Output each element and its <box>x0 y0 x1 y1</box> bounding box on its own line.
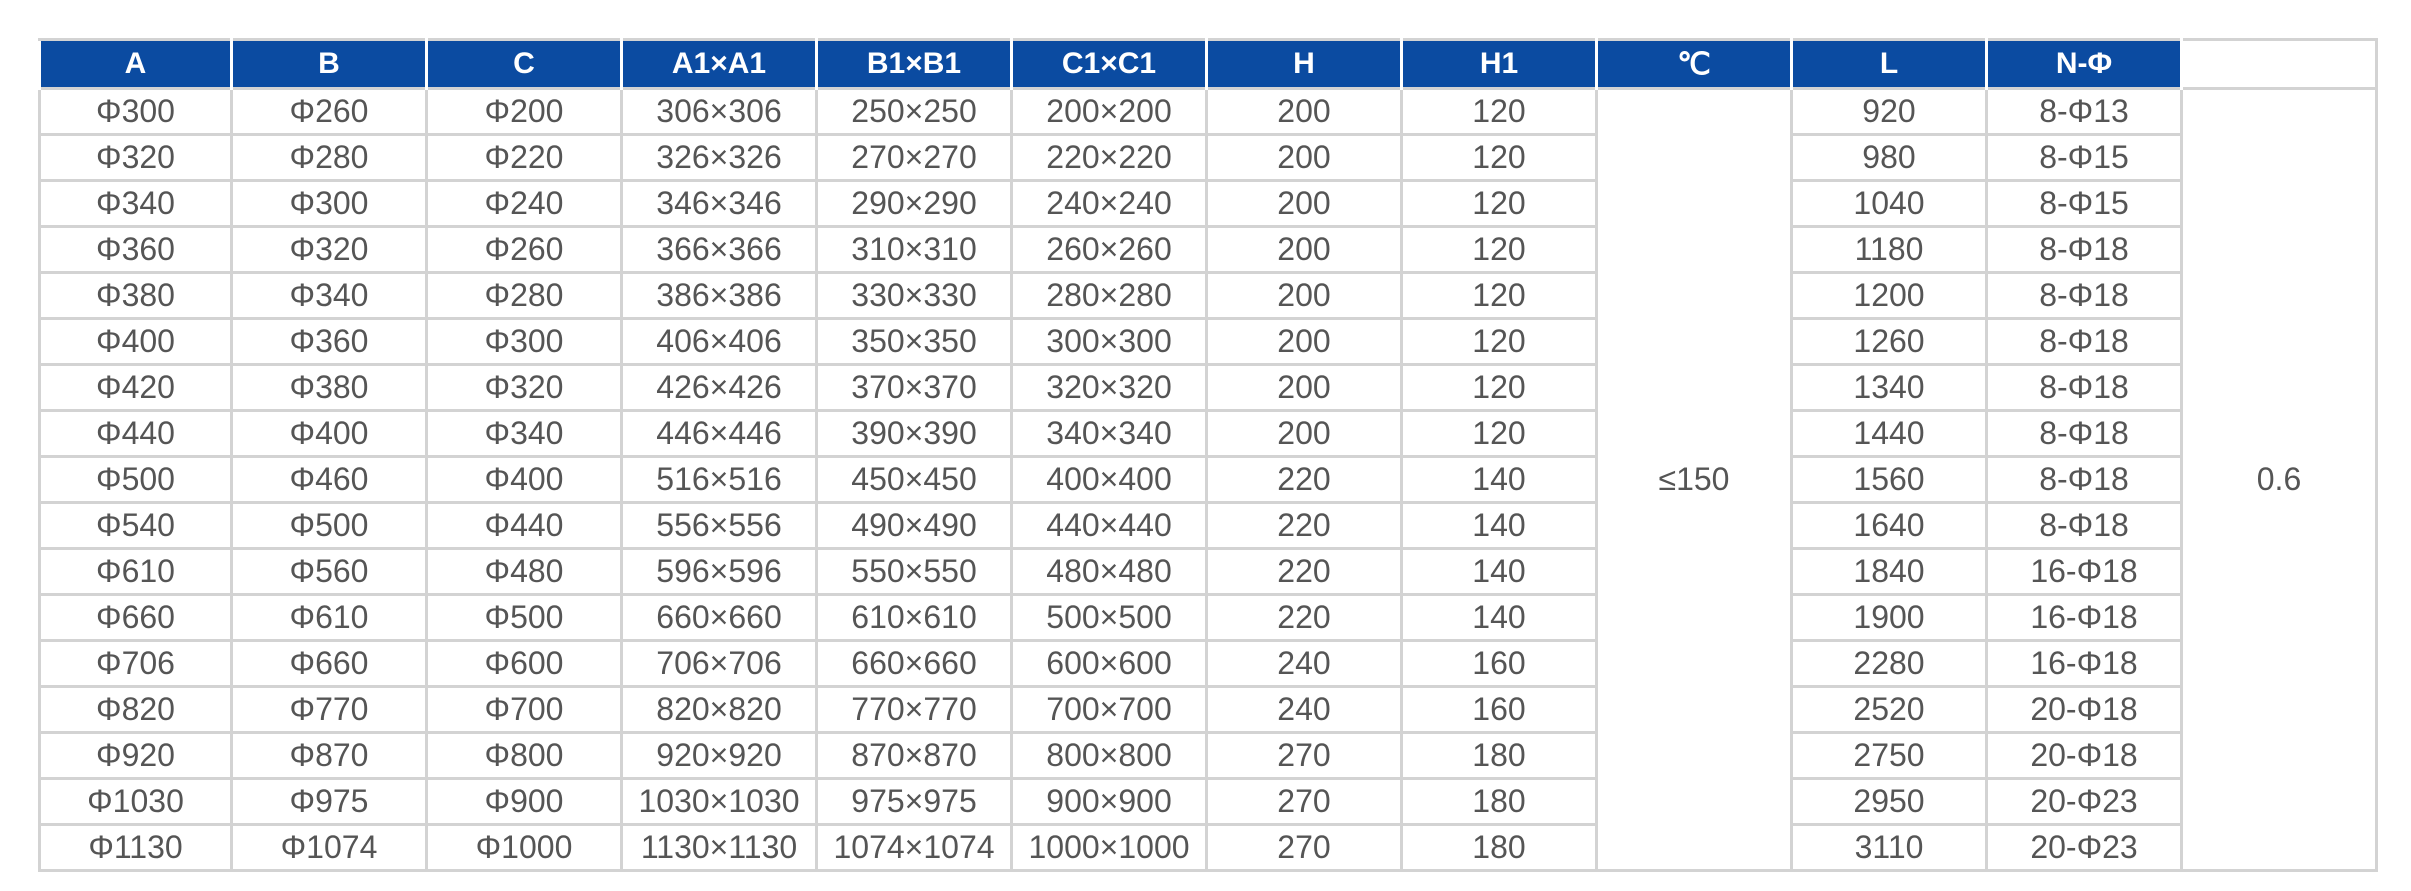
cell-n-phi: 20-Φ18 <box>1987 733 2182 779</box>
table-row <box>40 227 2377 273</box>
cell-a1: 406×406 <box>622 319 817 365</box>
cell-a1: 596×596 <box>622 549 817 595</box>
cell-c: Φ440 <box>427 503 622 549</box>
cell-n-phi: 8-Φ18 <box>1987 503 2182 549</box>
cell-h1: 160 <box>1402 641 1597 687</box>
cell-c1: 440×440 <box>1012 503 1207 549</box>
cell-n-phi: 16-Φ18 <box>1987 595 2182 641</box>
cell-n-phi: 8-Φ13 <box>1987 89 2182 135</box>
header-cell-b: B <box>232 40 427 89</box>
cell-h1: 140 <box>1402 549 1597 595</box>
table-row <box>40 503 2377 549</box>
cell-c1: 1000×1000 <box>1012 825 1207 871</box>
header-cell-b1: B1×B1 <box>817 40 1012 89</box>
cell-c: Φ800 <box>427 733 622 779</box>
cell-h: 270 <box>1207 825 1402 871</box>
cell-b: Φ360 <box>232 319 427 365</box>
cell-l: 920 <box>1792 89 1987 135</box>
table-row <box>40 89 2377 135</box>
cell-c: Φ500 <box>427 595 622 641</box>
cell-h: 240 <box>1207 687 1402 733</box>
header-cell-a1: A1×A1 <box>622 40 817 89</box>
cell-b: Φ500 <box>232 503 427 549</box>
cell-b1: 770×770 <box>817 687 1012 733</box>
cell-c: Φ1000 <box>427 825 622 871</box>
cell-l: 980 <box>1792 135 1987 181</box>
cell-c: Φ320 <box>427 365 622 411</box>
cell-b: Φ560 <box>232 549 427 595</box>
cell-h1: 180 <box>1402 733 1597 779</box>
cell-b1: 550×550 <box>817 549 1012 595</box>
cell-l: 1900 <box>1792 595 1987 641</box>
cell-b1: 370×370 <box>817 365 1012 411</box>
table-row <box>40 411 2377 457</box>
cell-a1: 820×820 <box>622 687 817 733</box>
cell-l: 1440 <box>1792 411 1987 457</box>
cell-a1: 1130×1130 <box>622 825 817 871</box>
cell-l: 1040 <box>1792 181 1987 227</box>
cell-h: 220 <box>1207 595 1402 641</box>
cell-a: Φ540 <box>40 503 232 549</box>
header-cell-n-phi: N-Φ <box>1987 40 2182 89</box>
cell-h: 200 <box>1207 411 1402 457</box>
cell-a: Φ340 <box>40 181 232 227</box>
header-cell-l: L <box>1792 40 1987 89</box>
table-row <box>40 641 2377 687</box>
cell-c1: 240×240 <box>1012 181 1207 227</box>
cell-a1: 346×346 <box>622 181 817 227</box>
cell-h: 200 <box>1207 181 1402 227</box>
table-row <box>40 457 2377 503</box>
cell-c: Φ260 <box>427 227 622 273</box>
cell-a: Φ820 <box>40 687 232 733</box>
cell-h: 220 <box>1207 549 1402 595</box>
cell-a1: 306×306 <box>622 89 817 135</box>
header-cell-a: A <box>40 40 232 89</box>
cell-l: 1340 <box>1792 365 1987 411</box>
cell-h: 270 <box>1207 733 1402 779</box>
cell-c: Φ200 <box>427 89 622 135</box>
cell-a1: 326×326 <box>622 135 817 181</box>
cell-a: Φ440 <box>40 411 232 457</box>
cell-l: 2520 <box>1792 687 1987 733</box>
cell-h: 200 <box>1207 273 1402 319</box>
cell-h1: 180 <box>1402 779 1597 825</box>
cell-c1: 260×260 <box>1012 227 1207 273</box>
cell-b1: 610×610 <box>817 595 1012 641</box>
cell-h: 200 <box>1207 319 1402 365</box>
cell-a: Φ610 <box>40 549 232 595</box>
cell-l: 2750 <box>1792 733 1987 779</box>
cell-c1: 600×600 <box>1012 641 1207 687</box>
cell-b1: 660×660 <box>817 641 1012 687</box>
cell-c1: 300×300 <box>1012 319 1207 365</box>
cell-l: 1560 <box>1792 457 1987 503</box>
cell-b1: 330×330 <box>817 273 1012 319</box>
cell-l: 1640 <box>1792 503 1987 549</box>
header-cell-c: C <box>427 40 622 89</box>
cell-n-phi: 8-Φ18 <box>1987 411 2182 457</box>
cell-b: Φ770 <box>232 687 427 733</box>
cell-b: Φ610 <box>232 595 427 641</box>
cell-c: Φ900 <box>427 779 622 825</box>
table-row <box>40 365 2377 411</box>
cell-b1: 310×310 <box>817 227 1012 273</box>
cell-b: Φ1074 <box>232 825 427 871</box>
cell-l: 3110 <box>1792 825 1987 871</box>
cell-h: 220 <box>1207 503 1402 549</box>
cell-h: 240 <box>1207 641 1402 687</box>
cell-a: Φ500 <box>40 457 232 503</box>
cell-b1: 270×270 <box>817 135 1012 181</box>
cell-c1: 340×340 <box>1012 411 1207 457</box>
header-cell-h: H <box>1207 40 1402 89</box>
table-row <box>40 549 2377 595</box>
cell-b: Φ260 <box>232 89 427 135</box>
cell-h: 200 <box>1207 135 1402 181</box>
cell-c1: 500×500 <box>1012 595 1207 641</box>
table-body <box>40 89 2377 871</box>
spec-table <box>38 38 2378 872</box>
pressure-cell: 0.6 <box>2182 89 2377 871</box>
cell-n-phi: 8-Φ18 <box>1987 319 2182 365</box>
cell-l: 1840 <box>1792 549 1987 595</box>
cell-l: 1200 <box>1792 273 1987 319</box>
header-cell-h1: H1 <box>1402 40 1597 89</box>
spec-table-container <box>38 38 2378 872</box>
header-cell-temperature: ℃ <box>1597 40 1792 89</box>
cell-c: Φ300 <box>427 319 622 365</box>
cell-a1: 366×366 <box>622 227 817 273</box>
table-row <box>40 595 2377 641</box>
cell-b: Φ320 <box>232 227 427 273</box>
cell-c1: 280×280 <box>1012 273 1207 319</box>
cell-h1: 120 <box>1402 365 1597 411</box>
cell-n-phi: 8-Φ18 <box>1987 227 2182 273</box>
cell-a1: 426×426 <box>622 365 817 411</box>
cell-a: Φ360 <box>40 227 232 273</box>
cell-b: Φ660 <box>232 641 427 687</box>
cell-h: 200 <box>1207 365 1402 411</box>
cell-a1: 660×660 <box>622 595 817 641</box>
cell-h1: 180 <box>1402 825 1597 871</box>
cell-a1: 920×920 <box>622 733 817 779</box>
cell-b1: 350×350 <box>817 319 1012 365</box>
table-row <box>40 779 2377 825</box>
cell-l: 1180 <box>1792 227 1987 273</box>
cell-a1: 556×556 <box>622 503 817 549</box>
cell-b1: 870×870 <box>817 733 1012 779</box>
cell-h: 220 <box>1207 457 1402 503</box>
cell-a1: 446×446 <box>622 411 817 457</box>
cell-a: Φ300 <box>40 89 232 135</box>
table-row <box>40 135 2377 181</box>
cell-b: Φ400 <box>232 411 427 457</box>
cell-c1: 480×480 <box>1012 549 1207 595</box>
cell-h1: 120 <box>1402 319 1597 365</box>
table-row <box>40 181 2377 227</box>
cell-c: Φ220 <box>427 135 622 181</box>
cell-b1: 250×250 <box>817 89 1012 135</box>
cell-h1: 120 <box>1402 135 1597 181</box>
cell-h1: 120 <box>1402 227 1597 273</box>
cell-l: 1260 <box>1792 319 1987 365</box>
cell-n-phi: 8-Φ15 <box>1987 135 2182 181</box>
cell-b1: 490×490 <box>817 503 1012 549</box>
cell-n-phi: 8-Φ18 <box>1987 365 2182 411</box>
cell-n-phi: 8-Φ18 <box>1987 273 2182 319</box>
cell-c1: 800×800 <box>1012 733 1207 779</box>
table-row <box>40 319 2377 365</box>
cell-c1: 200×200 <box>1012 89 1207 135</box>
cell-h1: 160 <box>1402 687 1597 733</box>
header-cell-blank <box>2182 40 2377 89</box>
cell-b: Φ300 <box>232 181 427 227</box>
cell-b1: 975×975 <box>817 779 1012 825</box>
cell-c: Φ400 <box>427 457 622 503</box>
cell-a: Φ400 <box>40 319 232 365</box>
cell-a: Φ660 <box>40 595 232 641</box>
cell-b: Φ870 <box>232 733 427 779</box>
temperature-cell: ≤150 <box>1597 89 1792 871</box>
cell-b1: 1074×1074 <box>817 825 1012 871</box>
cell-l: 2950 <box>1792 779 1987 825</box>
cell-b: Φ340 <box>232 273 427 319</box>
cell-b: Φ280 <box>232 135 427 181</box>
cell-c1: 220×220 <box>1012 135 1207 181</box>
cell-n-phi: 20-Φ23 <box>1987 779 2182 825</box>
cell-h1: 140 <box>1402 503 1597 549</box>
cell-a1: 1030×1030 <box>622 779 817 825</box>
cell-a: Φ320 <box>40 135 232 181</box>
cell-c1: 900×900 <box>1012 779 1207 825</box>
table-row <box>40 733 2377 779</box>
cell-h: 200 <box>1207 227 1402 273</box>
cell-n-phi: 8-Φ15 <box>1987 181 2182 227</box>
cell-h1: 120 <box>1402 411 1597 457</box>
cell-h1: 120 <box>1402 273 1597 319</box>
cell-b: Φ460 <box>232 457 427 503</box>
cell-a1: 386×386 <box>622 273 817 319</box>
cell-h1: 140 <box>1402 457 1597 503</box>
cell-c: Φ340 <box>427 411 622 457</box>
cell-a: Φ1030 <box>40 779 232 825</box>
cell-h: 200 <box>1207 89 1402 135</box>
cell-b1: 290×290 <box>817 181 1012 227</box>
table-row <box>40 825 2377 871</box>
table-row <box>40 687 2377 733</box>
cell-h1: 120 <box>1402 181 1597 227</box>
cell-a: Φ380 <box>40 273 232 319</box>
cell-b: Φ975 <box>232 779 427 825</box>
cell-h1: 140 <box>1402 595 1597 641</box>
cell-c: Φ280 <box>427 273 622 319</box>
cell-a: Φ706 <box>40 641 232 687</box>
cell-n-phi: 16-Φ18 <box>1987 549 2182 595</box>
cell-a: Φ1130 <box>40 825 232 871</box>
cell-a: Φ420 <box>40 365 232 411</box>
cell-n-phi: 16-Φ18 <box>1987 641 2182 687</box>
cell-a1: 706×706 <box>622 641 817 687</box>
cell-a1: 516×516 <box>622 457 817 503</box>
cell-c1: 320×320 <box>1012 365 1207 411</box>
cell-c1: 400×400 <box>1012 457 1207 503</box>
cell-b1: 390×390 <box>817 411 1012 457</box>
cell-c: Φ700 <box>427 687 622 733</box>
cell-n-phi: 20-Φ23 <box>1987 825 2182 871</box>
table-row <box>40 273 2377 319</box>
cell-l: 2280 <box>1792 641 1987 687</box>
cell-h1: 120 <box>1402 89 1597 135</box>
header-cell-c1: C1×C1 <box>1012 40 1207 89</box>
cell-b1: 450×450 <box>817 457 1012 503</box>
cell-c1: 700×700 <box>1012 687 1207 733</box>
cell-n-phi: 20-Φ18 <box>1987 687 2182 733</box>
cell-c: Φ600 <box>427 641 622 687</box>
header-row <box>40 40 2377 89</box>
cell-c: Φ240 <box>427 181 622 227</box>
cell-c: Φ480 <box>427 549 622 595</box>
cell-n-phi: 8-Φ18 <box>1987 457 2182 503</box>
cell-b: Φ380 <box>232 365 427 411</box>
cell-h: 270 <box>1207 779 1402 825</box>
cell-a: Φ920 <box>40 733 232 779</box>
